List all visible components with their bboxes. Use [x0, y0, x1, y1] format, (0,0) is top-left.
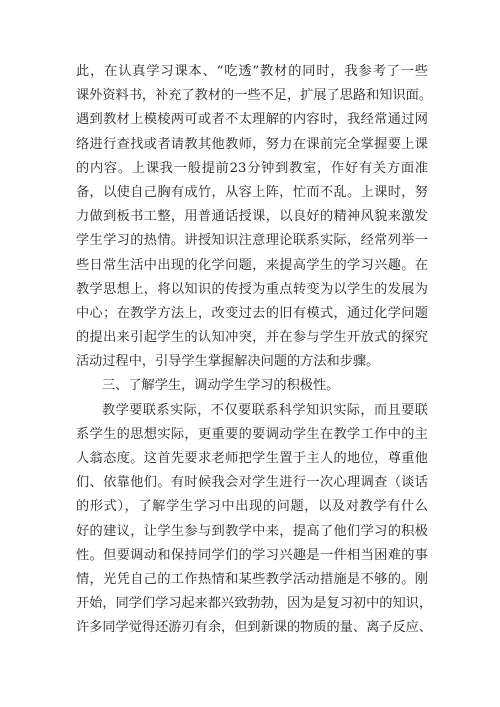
paragraph-line: 课外资料书，补充了教材的一些不足，扩展了思路和知识面。 — [76, 88, 433, 104]
paragraph-line: 备，以使自己胸有成竹，从容上阵，忙而不乱。上课时，努 — [76, 184, 428, 200]
paragraph-line: 的内容。上课我一般提前23分钟到教室，作好有关方面准 — [76, 160, 428, 176]
paragraph-line: 的形式），了解学生学习中出现的问题，以及对教学有什么 — [76, 499, 428, 515]
paragraph-line: 情，光凭自己的工作热情和某些教学活动措施是不够的。刚 — [76, 571, 428, 587]
section-heading: 三、了解学生，调动学生学习的积极性。 — [102, 378, 340, 394]
paragraph-line: 络进行查找或者请教其他教师，努力在课前完全掌握要上课 — [76, 136, 428, 152]
paragraph-line: 人翁态度。这首先要求老师把学生置于主人的地位，尊重他 — [76, 451, 428, 466]
paragraph-line: 开始，同学们学习起来都兴致勃勃，因为是复习初中的知识， — [76, 596, 433, 612]
paragraph-line: 们、依靠他们。有时候我会对学生进行一次心理调查（谈话 — [76, 475, 428, 491]
paragraph-line: 活动过程中，引导学生掌握解决问题的方法和步骤。 — [76, 354, 380, 370]
paragraph-line: 遇到教材上模棱两可或者不太理解的内容时，我经常通过网 — [76, 112, 428, 128]
paragraph-line: 性。但要调动和保持同学们的学习兴趣是一件相当困难的事 — [76, 547, 428, 563]
paragraph-line: 好的建议，让学生参与到教学中来，提高了他们学习的积极 — [76, 523, 428, 539]
paragraph-line: 中心；在教学方法上，改变过去的旧有模式，通过化学问题 — [76, 305, 428, 321]
paragraph-line: 许多同学觉得还游刃有余，但到新课的物质的量、离子反应、 — [76, 620, 433, 636]
paragraph-line: 学生学习的热情。讲授知识注意理论联系实际，经常列举一 — [76, 233, 428, 249]
paragraph-line: 的提出来引起学生的认知冲突，并在参与学生开放式的探究 — [76, 330, 428, 346]
document-body — [76, 60, 433, 641]
paragraph-line: 此，在认真学习课本、“吃透”教材的同时，我参考了一些 — [76, 64, 428, 79]
paragraph-line: 系学生的思想实际，更重要的要调动学生在教学工作中的主 — [76, 426, 428, 442]
paragraph-line: 些日常生活中出现的化学问题，来提高学生的学习兴趣。在 — [76, 257, 428, 273]
paragraph-line: 教学思想上，将以知识的传授为重点转变为以学生的发展为 — [76, 281, 428, 297]
paragraph-line: 教学要联系实际，不仅要联系科学知识实际，而且要联 — [102, 402, 428, 418]
paragraph-line: 力做到板书工整，用普通话授课，以良好的精神风貌来激发 — [76, 209, 428, 225]
